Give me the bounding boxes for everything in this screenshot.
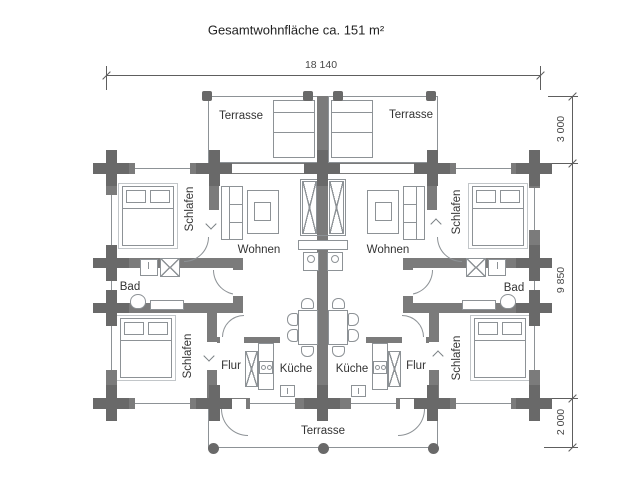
pillow	[150, 190, 170, 203]
terrace-post	[202, 91, 212, 101]
fireplace-flue	[329, 181, 344, 234]
chair	[332, 346, 345, 357]
terrace-post	[318, 443, 329, 454]
log-joint	[209, 385, 220, 421]
sofa-line	[229, 222, 243, 223]
coffee-table	[254, 202, 271, 221]
chair	[332, 298, 345, 309]
room-label-terrasse-top-left: Terrasse	[218, 110, 264, 122]
dimension-label-total-width: 18 140	[304, 59, 338, 71]
pillow	[478, 322, 498, 335]
window	[529, 188, 540, 230]
door-arc	[402, 315, 424, 337]
terrace-post	[208, 443, 219, 454]
door-arc	[221, 409, 248, 436]
appliance-detail	[358, 388, 359, 394]
chair	[287, 313, 298, 326]
log-joint	[317, 385, 328, 421]
patio-door-opening	[329, 164, 427, 173]
washing-machine	[140, 259, 158, 276]
hearth-bench	[298, 240, 348, 250]
log-joint	[106, 290, 117, 326]
sofa-line	[416, 186, 417, 240]
pillow	[476, 190, 496, 203]
chair	[301, 346, 314, 357]
lounger-line	[331, 132, 373, 133]
room-label-terrasse-top-right: Terrasse	[388, 109, 434, 121]
wardrobe	[245, 351, 258, 387]
pillow	[126, 190, 146, 203]
patio-door-opening	[219, 164, 317, 173]
terrace-post	[426, 91, 436, 101]
bed-line	[120, 340, 172, 341]
room-label-kueche-right: Küche	[335, 363, 369, 375]
pillow	[124, 322, 144, 335]
log-joint	[529, 290, 540, 326]
log-joint	[529, 150, 540, 186]
window	[135, 163, 190, 174]
bed-line	[474, 340, 526, 341]
log-joint	[529, 245, 540, 281]
terrace-post	[428, 443, 439, 454]
fireplace-flue	[302, 181, 317, 234]
log-joint	[427, 150, 438, 186]
room-label-schlafen-top-left: Schlafen	[184, 186, 196, 232]
window	[106, 325, 117, 370]
door-opening	[233, 270, 243, 296]
sofa-line	[229, 186, 230, 240]
wardrobe	[388, 351, 401, 387]
bed-line	[122, 208, 174, 209]
log-joint	[427, 385, 438, 421]
window	[351, 398, 396, 409]
sofa	[221, 186, 243, 240]
terrace-post	[333, 91, 343, 101]
washing-machine-detail	[497, 262, 498, 269]
chair	[301, 298, 314, 309]
door-arc	[398, 409, 425, 436]
appliance-detail	[287, 388, 288, 394]
dimension-line-width	[106, 75, 540, 76]
window	[456, 163, 511, 174]
sink-basin	[261, 365, 266, 370]
pillow	[502, 322, 522, 335]
toilet	[500, 294, 516, 309]
room-label-schlafen-bottom-left: Schlafen	[182, 333, 194, 379]
extension-line	[106, 66, 107, 90]
log-joint	[106, 245, 117, 281]
chair	[348, 313, 359, 326]
terrace-post	[303, 91, 313, 101]
room-label-kueche-left: Küche	[279, 363, 313, 375]
window	[135, 398, 190, 409]
room-label-wohnen-left: Wohnen	[237, 244, 281, 256]
room-label-schlafen-top-right: Schlafen	[451, 189, 463, 235]
sink-basin	[267, 365, 272, 370]
vanity-sink	[462, 300, 496, 310]
lounger-line	[331, 112, 373, 113]
room-label-schlafen-bottom-right: Schlafen	[451, 335, 463, 381]
sink-basin	[381, 365, 386, 370]
extension-line	[540, 66, 541, 90]
window	[529, 325, 540, 370]
chair	[348, 329, 359, 342]
dining-table	[298, 310, 318, 345]
coffee-table	[375, 202, 392, 221]
door-opening	[402, 337, 426, 343]
room-label-flur-left: Flur	[221, 360, 241, 372]
sofa-line	[403, 204, 417, 205]
door-opening	[403, 270, 413, 296]
pillow	[148, 322, 168, 335]
log-joint	[529, 385, 540, 421]
room-label-wohnen-right: Wohnen	[366, 244, 410, 256]
sofa-line	[403, 222, 417, 223]
door-opening	[220, 337, 244, 343]
log-joint	[106, 385, 117, 421]
dimension-label-terrace-bottom: 2 000	[555, 408, 567, 436]
shower	[466, 258, 486, 277]
window	[456, 398, 511, 409]
room-label-flur-right: Flur	[406, 360, 426, 372]
dimension-label-terrace-top: 3 000	[555, 115, 567, 143]
stove-ring	[331, 255, 339, 263]
chair	[287, 329, 298, 342]
page-title: Gesamtwohnfläche ca. 151 m²	[207, 22, 385, 38]
shower	[160, 258, 180, 277]
sink-basin	[375, 365, 380, 370]
lounger	[273, 100, 315, 158]
vanity-sink	[150, 300, 184, 310]
sofa-line	[229, 204, 243, 205]
door-arc	[222, 315, 244, 337]
log-joint	[106, 150, 117, 186]
lounger-line	[273, 132, 315, 133]
dining-table	[328, 310, 348, 345]
sofa	[403, 186, 425, 240]
room-label-terrasse-bottom: Terrasse	[300, 425, 346, 437]
lounger-line	[273, 112, 315, 113]
window	[250, 398, 295, 409]
log-joint	[317, 150, 328, 186]
washing-machine-detail	[148, 262, 149, 269]
stove-ring	[307, 255, 315, 263]
toilet	[130, 294, 146, 309]
lounger	[331, 100, 373, 158]
window	[106, 195, 117, 245]
log-joint	[209, 150, 220, 186]
dimension-line-depth	[572, 96, 573, 447]
dimension-label-house-depth: 9 850	[555, 266, 567, 294]
room-label-bad-left: Bad	[119, 281, 141, 293]
room-label-bad-right: Bad	[503, 282, 525, 294]
bed-line	[472, 208, 524, 209]
pillow	[500, 190, 520, 203]
